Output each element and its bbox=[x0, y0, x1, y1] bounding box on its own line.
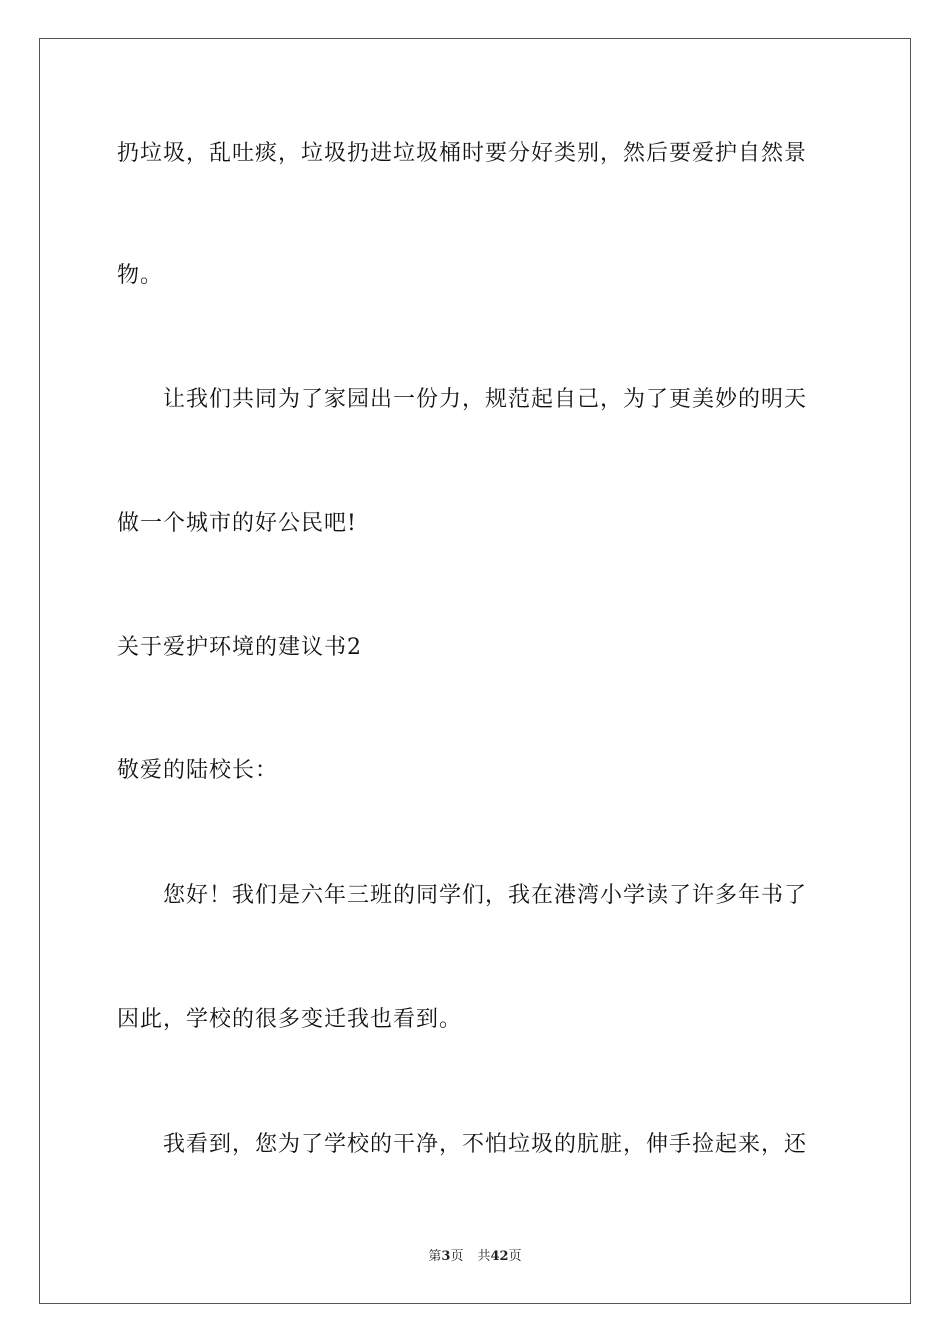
total-suffix: 页 bbox=[508, 1249, 522, 1264]
body-line-3: 让我们共同为了家园出一份力，规范起自己，为了更美妙的明天 bbox=[163, 387, 808, 412]
body-line-1: 扔垃圾，乱吐痰，垃圾扔进垃圾桶时要分好类别，然后要爱护自然景 bbox=[117, 141, 808, 166]
body-line-2: 物。 bbox=[117, 263, 164, 288]
body-line-7: 我看到，您为了学校的干净，不怕垃圾的肮脏，伸手捡起来，还 bbox=[163, 1132, 808, 1157]
body-line-6: 因此，学校的很多变迁我也看到。 bbox=[117, 1007, 463, 1032]
page-number: 3 bbox=[441, 1249, 451, 1264]
page-footer bbox=[0, 1248, 950, 1266]
page-suffix: 页 bbox=[450, 1249, 464, 1264]
page-border bbox=[39, 38, 911, 1304]
section-heading: 关于爱护环境的建议书2 bbox=[117, 635, 362, 660]
total-prefix: 共 bbox=[477, 1249, 491, 1264]
page-prefix: 第 bbox=[428, 1249, 442, 1264]
body-line-4: 做一个城市的好公民吧! bbox=[117, 511, 357, 536]
body-line-5: 您好！我们是六年三班的同学们，我在港湾小学读了许多年书了 bbox=[163, 883, 808, 908]
salutation: 敬爱的陆校长： bbox=[117, 758, 279, 783]
total-pages: 42 bbox=[490, 1249, 509, 1264]
